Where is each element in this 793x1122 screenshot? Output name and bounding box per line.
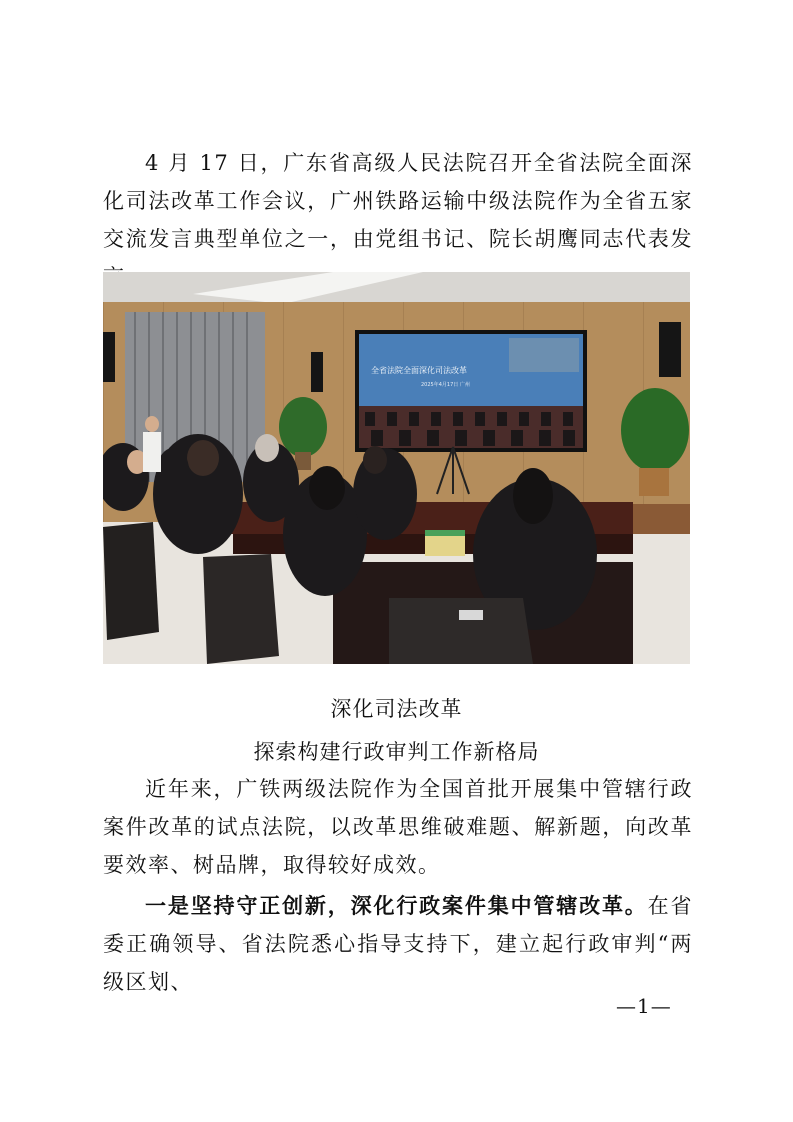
page-number: —1— xyxy=(616,994,672,1018)
screen-subtitle: 2025年4月17日 广州 xyxy=(421,382,470,388)
meeting-photo xyxy=(103,272,690,664)
intro-paragraph: 4 月 17 日，广东省高级人民法院召开全省法院全面深化司法改革工作会议，广州铁路运输中级法院作为全省五家交流发言典型单位之一，由党组书记、院长胡鹰同志代表发 xyxy=(103,151,693,251)
body-paragraph-2 xyxy=(103,887,693,1001)
key-point-heading: 一是坚持守正创新，深化行政案件集中管辖改革。 xyxy=(145,893,648,918)
screen-title: 全省法院全面深化司法改革 xyxy=(371,366,467,375)
body-paragraph-1: 近年来，广铁两级法院作为全国首批开展集中管辖行政案件改革的试点法院，以改革思维破难题、解新题，向改革要效率、树品牌，取得较好成效。 xyxy=(103,777,693,877)
key-point-text: 在省委正确领导、省法院悉心指导支持下，建立起行政审判“两级区划、 xyxy=(103,894,694,994)
heading-line-1: 深化司法改革 xyxy=(330,697,463,721)
heading-line-2: 探索构建行政审判工作新格局 xyxy=(253,740,540,764)
